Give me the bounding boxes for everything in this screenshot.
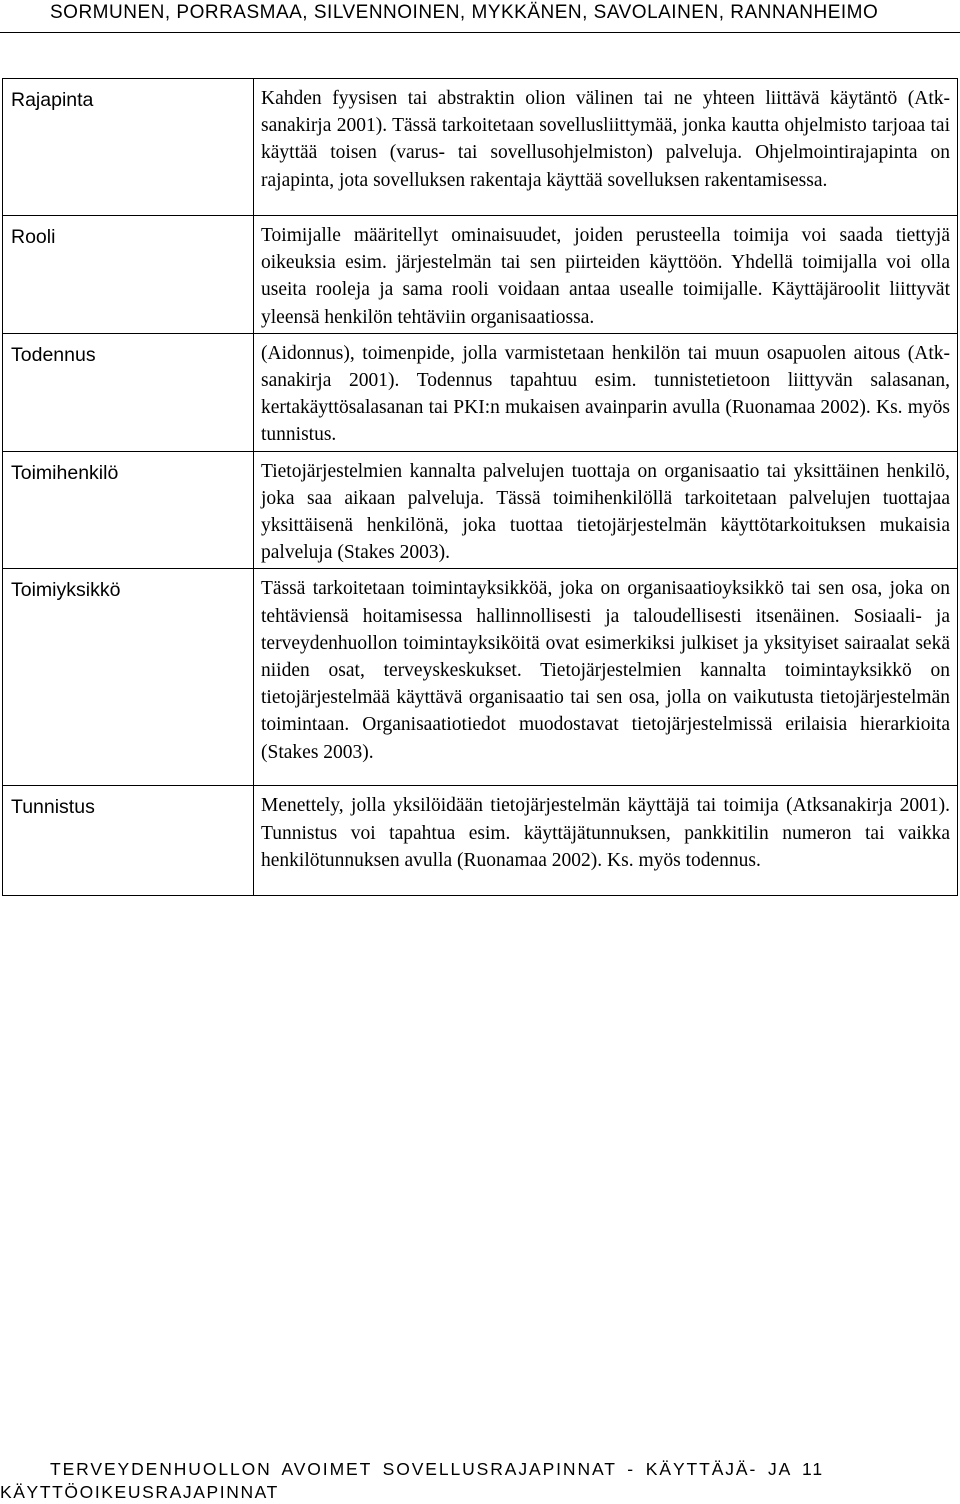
glossary-definition: Toimijalle määritellyt ominaisuudet, joiden perusteella toimija voi saada tiettyjä oikeuksia esim. järjestelmän tai sen piirteiden käyttöön. Yhdellä toimijalla voi olla useita rooleja ja sama rooli voidaan antaa usealle toimijalle. Käyttäjäroolit liittyvät yleensä henkilön tehtäviin organisaatiossa. — [254, 216, 958, 334]
header-rule — [0, 32, 960, 33]
glossary-row — [3, 333, 958, 451]
glossary-definition: (Aidonnus), toimenpide, jolla varmistetaan henkilön tai muun osapuolen aitous (Atk-sanakirja 2001). Todennus tapahtuu esim. tunnistetietoon liittyvän salasanan, kertakäyttösalasanan tai PKI:n mukaisen avainparin avulla (Ruonamaa 2002). Ks. myös tunnistus. — [254, 333, 958, 451]
glossary-definition: Tietojärjestelmien kannalta palvelujen tuottaja on organisaatio tai yksittäinen henkilö, joka saa aikaan palveluja. Tässä toimihenkilöllä tarkoitetaan palvelujen tuottajaa yksittäisenä henkilönä, joka tuottaa tietojärjestelmän käyttötarkoituksen mukaisia palveluja (Stakes 2003). — [254, 451, 958, 569]
glossary-row — [3, 451, 958, 569]
glossary-definition: Kahden fyysisen tai abstraktin olion välinen tai ne yhteen liittävä käytäntö (Atk-sanakirja 2001). Tässä tarkoitetaan sovellusliittymää, jonka kautta ohjelmisto tarjoaa tai käyttää toisen (varus- tai sovellusohjelmiston) palveluja. Ohjelmointirajapinta on rajapinta, jota sovelluksen rakentaja käyttää sovelluksen rakentamisessa. — [254, 79, 958, 216]
glossary-row — [3, 786, 958, 896]
running-head: SORMUNEN, PORRASMAA, SILVENNOINEN, MYKKÄNEN, SAVOLAINEN, RANNANHEIMO — [50, 2, 879, 23]
glossary-table — [2, 78, 958, 896]
glossary-term: Toimihenkilö — [3, 451, 254, 569]
glossary-term: Toimiyksikkö — [3, 569, 254, 786]
glossary-row — [3, 79, 958, 216]
glossary-row — [3, 569, 958, 786]
glossary-definition: Menettely, jolla yksilöidään tietojärjestelmän käyttäjä tai toimija (Atksanakirja 2001). Tunnistus voi tapahtua esim. käyttäjätunnuksen, pankkitilin numeron tai vaikka henkilötunnuksen avulla (Ruonamaa 2002). Ks. myös todennus. — [254, 786, 958, 896]
glossary-term: Rajapinta — [3, 79, 254, 216]
footer-title-line-2: KÄYTTÖOIKEUSRAJAPINNAT — [0, 1482, 279, 1502]
page-footer — [0, 1459, 960, 1503]
glossary-definition: Tässä tarkoitetaan toimintayksikköä, joka on organisaatioyksikkö tai sen osa, joka on tehtäviensä hoitamisessa hallinnollisesti ja taloudellisesti itsenäinen. Sosiaali- ja terveydenhuollon toimintayksiköitä ovat esimerkiksi julkiset ja yksityiset sairaalat sekä niiden osat, terveyskeskukset. Tietojärjestelmien kannalta toimintayksikkö on tietojärjestelmää käyttävä organisaatio tai sen osa, jolla on vaikutusta tietojärjestelmän toimintaan. Organisaatiotiedot muodostavat tietojärjestelmissä erilaisia hierarkioita (Stakes 2003). — [254, 569, 958, 786]
glossary-term: Todennus — [3, 333, 254, 451]
glossary-row — [3, 216, 958, 334]
footer-title-line-1: TERVEYDENHUOLLON AVOIMET SOVELLUSRAJAPINNAT - KÄYTTÄJÄ- JA 11 — [50, 1459, 824, 1479]
glossary-term: Tunnistus — [3, 786, 254, 896]
glossary-term: Rooli — [3, 216, 254, 334]
